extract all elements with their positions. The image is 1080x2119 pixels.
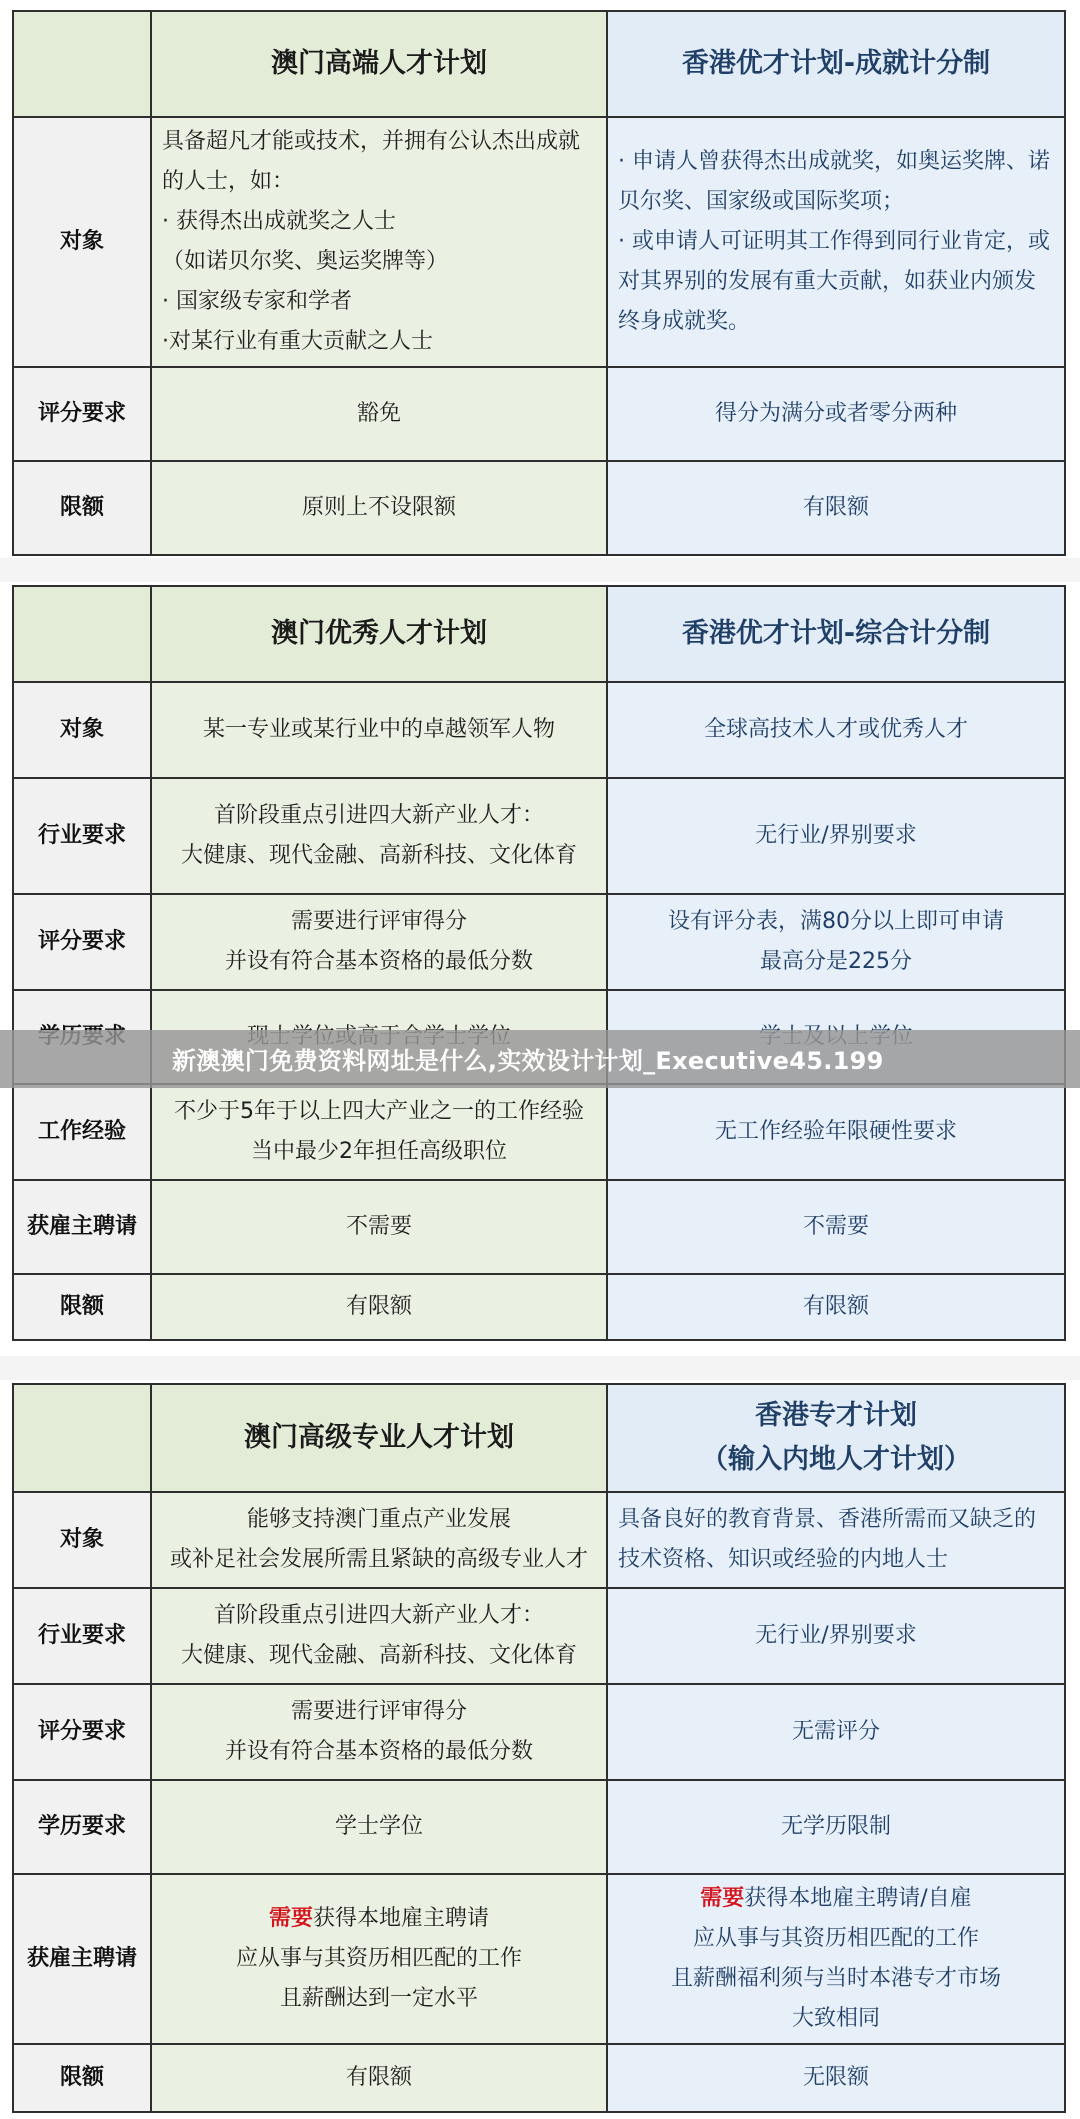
emphasis-needed: 需要 — [700, 1886, 745, 1911]
row-label-employer: 获雇主聘请 — [13, 1874, 151, 2044]
text-line — [162, 1899, 596, 1939]
text-line: 需要进行评审得分 — [290, 1699, 467, 1724]
text-line: （如诺贝尔奖、奥运奖牌等） — [162, 249, 449, 274]
section-divider — [0, 558, 1080, 582]
cell-hk-scoring — [607, 894, 1065, 990]
text-line: 大健康、现代金融、高新科技、文化体育 — [180, 843, 577, 868]
text-line: 香港专才计划 — [755, 1400, 917, 1431]
cell-macau-target — [151, 682, 607, 778]
text-line: 具备良好的教育背景、香港所需而又缺乏的技术资格、知识或经验的内地人士 — [618, 1507, 1037, 1572]
text-line: · 申请人曾获得杰出成就奖，如奥运奖牌、诺贝尔奖、国家级或国际奖项； — [618, 149, 1050, 214]
text-line: · 获得杰出成就奖之人士 — [162, 209, 396, 234]
text-line: 且薪酬达到一定水平 — [279, 1986, 478, 2011]
emphasis-needed: 需要 — [268, 1906, 313, 1931]
cell-hk-target — [607, 117, 1065, 367]
header-macau-outstanding: 澳门优秀人才计划 — [151, 586, 607, 682]
cell-hk-quota: 有限额 — [607, 461, 1065, 555]
cell-macau-target — [151, 117, 607, 367]
text-line: 且薪酬福利须与当时本港专才市场 — [670, 1966, 1001, 1991]
text-line: 具备超凡才能或技术，并拥有公认杰出成就的人士，如： — [162, 129, 581, 194]
text-fragment: 获得本地雇主聘请/自雇 — [744, 1886, 972, 1911]
text-line: 需要进行评审得分 — [290, 909, 467, 934]
row-label-quota: 限额 — [13, 1274, 151, 1340]
row-label-employer: 获雇主聘请 — [13, 1180, 151, 1274]
cell-hk-employer — [607, 1180, 1065, 1274]
header-hk-admission — [607, 1384, 1065, 1492]
cell-macau-industry — [151, 1588, 607, 1684]
text-line: 最高分是225分 — [760, 949, 912, 974]
text-line: 无限额 — [802, 2065, 869, 2090]
cell-macau-scoring: 豁免 — [151, 367, 607, 461]
row-label-target: 对象 — [13, 682, 151, 778]
text-line: · 国家级专家和学者 — [162, 289, 352, 314]
cell-macau-target — [151, 1492, 607, 1588]
cell-hk-industry — [607, 778, 1065, 894]
row-label-education: 学历要求 — [13, 1780, 151, 1874]
cell-hk-quota — [607, 1274, 1065, 1340]
row-label-quota: 限额 — [13, 461, 151, 555]
text-line: 有限额 — [802, 1294, 869, 1319]
text-line: 大致相同 — [791, 2006, 880, 2031]
text-line: · 或申请人可证明其工作得到同行业肯定，或对其界别的发展有重大贡献，如获业内颁发终身成就奖。 — [618, 229, 1050, 334]
cell-hk-industry — [607, 1588, 1065, 1684]
cell-hk-scoring: 得分为满分或者零分两种 — [607, 367, 1065, 461]
cell-macau-employer — [151, 1874, 607, 2044]
cell-hk-target — [607, 682, 1065, 778]
text-line: 无行业/界别要求 — [755, 823, 917, 848]
text-fragment: 获得本地雇主聘请 — [313, 1906, 490, 1931]
row-label-industry: 行业要求 — [13, 778, 151, 894]
text-line: 无行业/界别要求 — [755, 1623, 917, 1648]
cell-macau-scoring — [151, 894, 607, 990]
cell-macau-quota — [151, 2044, 607, 2112]
cell-hk-scoring — [607, 1684, 1065, 1780]
row-label-experience: 工作经验 — [13, 1084, 151, 1180]
cell-macau-industry — [151, 778, 607, 894]
text-line: 不需要 — [345, 1214, 412, 1239]
row-label-scoring: 评分要求 — [13, 894, 151, 990]
text-line: 首阶段重点引进四大新产业人才： — [213, 1603, 544, 1628]
banner-title: 新澳澳门免费资料网址是什么,实效设计计划_Executive45.199 — [172, 1047, 884, 1075]
text-line — [618, 1879, 1054, 1919]
table-senior-professional — [12, 1383, 1066, 2113]
row-label-target: 对象 — [13, 1492, 151, 1588]
text-line: 不少于5年于以上四大产业之一的工作经验 — [174, 1099, 584, 1124]
cell-hk-quota — [607, 2044, 1065, 2112]
table-corner — [13, 1384, 151, 1492]
cell-macau-employer — [151, 1180, 607, 1274]
header-macau-senior: 澳门高级专业人才计划 — [151, 1384, 607, 1492]
text-line: 全球高技术人才或优秀人才 — [703, 717, 968, 742]
table-corner — [13, 586, 151, 682]
text-line: 不需要 — [802, 1214, 869, 1239]
header-hk-general: 香港优才计划-综合计分制 — [607, 586, 1065, 682]
text-line: 设有评分表，满80分以上即可申请 — [668, 909, 1004, 934]
header-hk-achievement: 香港优才计划-成就计分制 — [607, 11, 1065, 117]
cell-macau-scoring — [151, 1684, 607, 1780]
header-macau-high-end: 澳门高端人才计划 — [151, 11, 607, 117]
row-label-industry: 行业要求 — [13, 1588, 151, 1684]
text-line: 有限额 — [345, 2065, 412, 2090]
text-line: 学士学位 — [334, 1814, 423, 1839]
cell-macau-experience — [151, 1084, 607, 1180]
text-line: 或补足社会发展所需且紧缺的高级专业人才 — [169, 1547, 588, 1572]
cell-hk-education — [607, 1780, 1065, 1874]
table-outstanding-talent — [12, 585, 1066, 1341]
text-line: 能够支持澳门重点产业发展 — [246, 1507, 511, 1532]
overlay-title-banner — [0, 1030, 1080, 1088]
section-divider — [0, 1356, 1080, 1380]
cell-hk-employer — [607, 1874, 1065, 2044]
text-line: （输入内地人才计划） — [701, 1444, 971, 1475]
text-line: 应从事与其资历相匹配的工作 — [235, 1946, 522, 1971]
cell-macau-quota: 原则上不设限额 — [151, 461, 607, 555]
cell-macau-quota — [151, 1274, 607, 1340]
text-line: 并设有符合基本资格的最低分数 — [224, 1739, 533, 1764]
table-high-end-talent — [12, 10, 1066, 556]
text-line: 无学历限制 — [780, 1814, 891, 1839]
cell-hk-target — [607, 1492, 1065, 1588]
table-corner — [13, 11, 151, 117]
text-line: 某一专业或某行业中的卓越领军人物 — [202, 717, 555, 742]
text-line: ·对某行业有重大贡献之人士 — [162, 329, 433, 354]
row-label-scoring: 评分要求 — [13, 367, 151, 461]
text-line: 应从事与其资历相匹配的工作 — [692, 1926, 979, 1951]
cell-hk-experience — [607, 1084, 1065, 1180]
row-label-scoring: 评分要求 — [13, 1684, 151, 1780]
row-label-target: 对象 — [13, 117, 151, 367]
text-line: 并设有符合基本资格的最低分数 — [224, 949, 533, 974]
text-line: 无需评分 — [791, 1719, 880, 1744]
text-line: 首阶段重点引进四大新产业人才： — [213, 803, 544, 828]
text-line: 有限额 — [345, 1294, 412, 1319]
cell-macau-education — [151, 1780, 607, 1874]
row-label-quota: 限额 — [13, 2044, 151, 2112]
text-line: 大健康、现代金融、高新科技、文化体育 — [180, 1643, 577, 1668]
text-line: 无工作经验年限硬性要求 — [714, 1119, 957, 1144]
text-line: 当中最少2年担任高级职位 — [251, 1139, 507, 1164]
